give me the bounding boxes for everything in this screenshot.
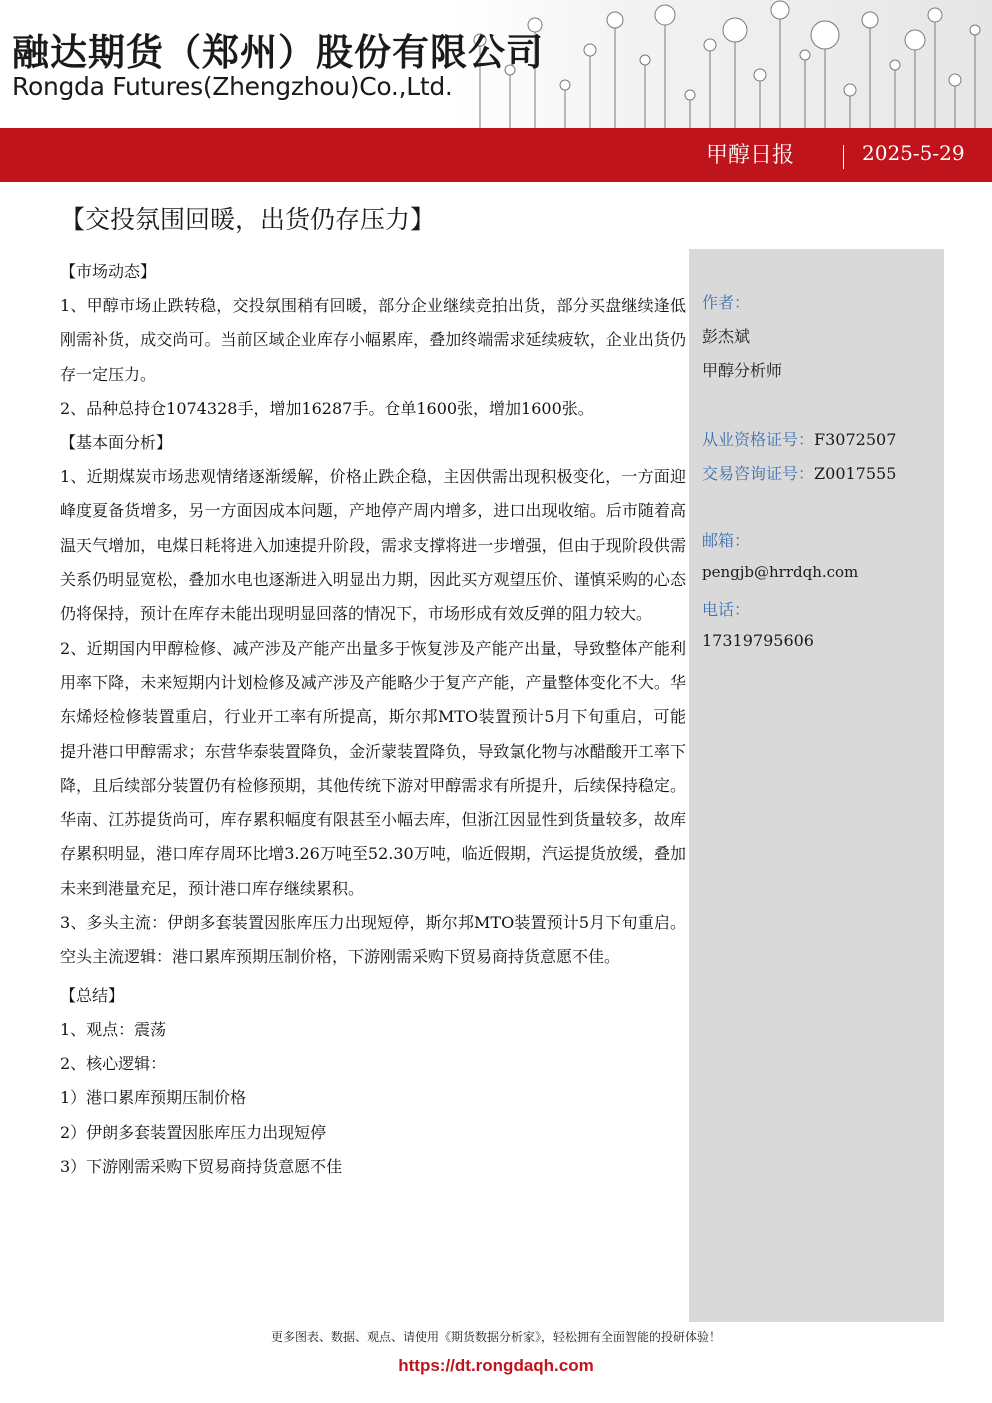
- email-label: 邮箱：: [702, 531, 751, 550]
- consulting-number: Z0017555: [814, 464, 897, 483]
- pin-head: [560, 80, 570, 90]
- summary-line-5: 3）下游刚需采购下贸易商持货意愿不佳: [60, 1156, 343, 1176]
- pin-head: [704, 39, 716, 51]
- pin-head: [862, 12, 878, 28]
- pin-head: [607, 12, 623, 28]
- phone-number: 17319795606: [702, 631, 814, 650]
- report-body: [60, 255, 686, 1184]
- footer-promo: 更多图表、数据、观点、请使用《期货数据分析家》，轻松拥有全面智能的投研体验！: [270, 1330, 721, 1344]
- company-name-cn: 融达期货（郑州）股份有限公司: [12, 31, 544, 74]
- market-paragraph-1: 1、甲醇市场止跌转稳，交投氛围稍有回暖，部分企业继续竞拍出货，部分买盘继续逢低刚需补货，成交尚可。当前区域企业库存小幅累库，叠加终端需求延续疲软，企业出货仍存一定压力。: [60, 296, 686, 384]
- pin-head: [890, 60, 900, 70]
- consulting-label: 交易咨询证号：Z0017555: [702, 464, 897, 483]
- section-heading-fundamentals: 【基本面分析】: [60, 433, 173, 453]
- pin-head: [640, 55, 650, 65]
- author-title: 甲醇分析师: [702, 361, 783, 380]
- author-name: 彭杰斌: [702, 327, 751, 346]
- author-label: 作者：: [702, 293, 751, 312]
- section-heading-summary: 【总结】: [60, 985, 125, 1005]
- summary-line-2: 2、核心逻辑：: [60, 1053, 167, 1073]
- report-date: 2025-5-29: [862, 141, 965, 165]
- summary-line-3: 1）港口累库预期压制价格: [60, 1088, 247, 1108]
- qualification-label: 从业资格证号：F3072507: [702, 430, 897, 449]
- fundamentals-paragraph-2: 2、近期国内甲醇检修、减产涉及产能产出量多于恢复涉及产能产出量，导致整体产能利用率下降，未来短期内计划检修及减产涉及产能略少于复产产能，产量整体变化不大。华东烯烃检修装置重启，行业开工率有所提高，斯尔邦MTO装置预计5月下旬重启，可能提升港口甲醇需求；东营华泰装置降负，金沂蒙装置降负，导致氯化物与冰醋酸开工率下降，且后续部分装置仍有检修预期，其他传统下游对甲醇需求有所提升，后续保持稳定。华南、江苏提货尚可，库存累积幅度有限甚至小幅去库，但浙江因显性到货量较多，故库存累积明显，港口库存周环比增3.26万吨至52.30万吨，临近假期，汽运提货放缓，叠加未来到港量充足，预计港口库存继续累积。: [60, 638, 686, 898]
- report-title: 【交投氛围回暖，出货仍存压力】: [60, 205, 436, 234]
- company-name-en: Rongda Futures(Zhengzhou)Co.,Ltd.: [12, 72, 453, 101]
- summary-line-4: 2）伊朗多套装置因胀库压力出现短停: [60, 1122, 327, 1142]
- pin-head: [949, 74, 961, 86]
- phone-label: 电话：: [702, 600, 751, 619]
- fundamentals-paragraph-3: 3、多头主流：伊朗多套装置因胀库压力出现短停，斯尔邦MTO装置预计5月下旬重启。空头主流逻辑：港口累库预期压制价格，下游刚需采购下贸易商持货意愿不佳。: [60, 913, 686, 967]
- fundamentals-paragraph-1: 1、近期煤炭市场悲观情绪逐渐缓解，价格止跌企稳，主因供需出现积极变化，一方面迎峰度夏备货增多，另一方面因成本问题，产地停产周内增多，进口出现收缩。后市随着高温天气增加，电煤日耗将进入加速提升阶段，需求支撑将进一步增强，但由于现阶段供需关系仍明显宽松，叠加水电也逐渐进入明显出力期，因此买方观望压价、谨慎采购的心态仍将保持，预计在库存未能出现明显回落的情况下，市场形成有效反弹的阻力较大。: [60, 467, 686, 624]
- page-header: [0, 0, 992, 128]
- pin-head: [771, 1, 789, 19]
- pin-head: [655, 5, 675, 25]
- pin-head: [685, 90, 695, 100]
- pin-head: [800, 50, 810, 60]
- market-paragraph-2: 2、品种总持仓1074328手，增加16287手。仓单1600张，增加1600张。: [60, 398, 594, 418]
- pin-head: [928, 8, 942, 22]
- banner-divider: [843, 145, 844, 169]
- pin-head: [811, 21, 839, 49]
- author-sidebar: [689, 249, 944, 1322]
- report-type: 甲醇日报: [706, 143, 795, 168]
- pin-head: [905, 30, 925, 50]
- email-address[interactable]: pengjb@hrrdqh.com: [702, 563, 859, 581]
- footer-link[interactable]: https://dt.rongdaqh.com: [398, 1356, 594, 1375]
- pin-head: [723, 18, 747, 42]
- pin-head: [754, 69, 766, 81]
- summary-line-1: 1、观点：震荡: [60, 1019, 167, 1039]
- qualification-number: F3072507: [814, 430, 897, 449]
- pin-head: [584, 44, 596, 56]
- section-heading-market: 【市场动态】: [60, 262, 157, 281]
- pin-head: [970, 25, 980, 35]
- pin-head: [844, 84, 856, 96]
